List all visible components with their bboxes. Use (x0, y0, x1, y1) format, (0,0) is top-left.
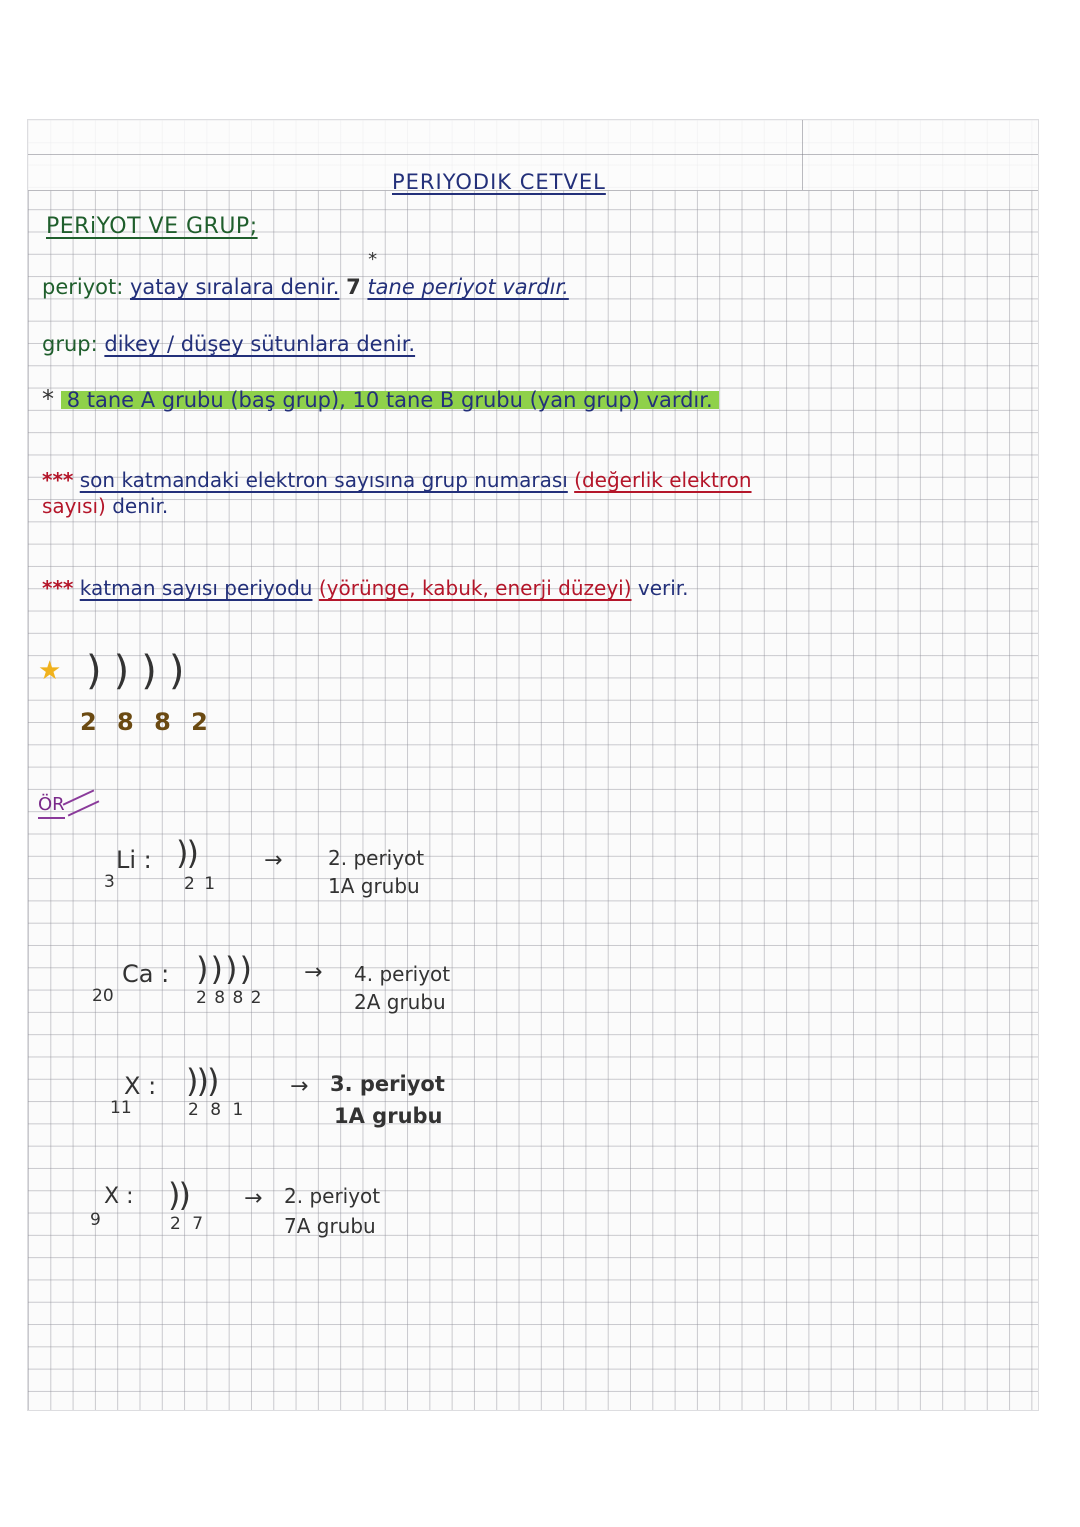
period-stars: *** (42, 576, 74, 600)
valence-red-text: (değerlik elektron (574, 468, 752, 492)
header-divider (802, 120, 803, 190)
valence-stars: *** (42, 468, 74, 492)
arrow-icon: → (244, 1186, 263, 1211)
star-icon: ★ (38, 656, 62, 686)
period-red-text: (yörünge, kabuk, enerji düzeyi) (318, 576, 632, 600)
period-text: katman sayısı periyodu (79, 576, 313, 600)
underline-mark (63, 789, 100, 816)
groups-text: 8 tane A grubu (baş grup), 10 tane B grubu (yan grup) vardır. (61, 388, 719, 412)
periyot-count-text: tane periyot vardır. (367, 275, 569, 299)
periyot-definition: yatay sıralara denir. (130, 275, 340, 299)
group-result: 2A grubu (354, 990, 446, 1014)
period-result: 2. periyot (284, 1184, 381, 1208)
period-result: 4. periyot (354, 962, 451, 986)
shells: ))) (186, 1062, 218, 1100)
groups-star: * (42, 385, 54, 413)
atomic-number: 20 (92, 986, 114, 1006)
electron-counts: 2 8 8 2 (196, 988, 263, 1008)
periyot-count-star: * (368, 249, 378, 270)
group-result: 1A grubu (328, 874, 420, 898)
periyot-count: * 7 (346, 249, 378, 299)
grup-term: grup: (42, 332, 98, 356)
element-symbol: Li : (116, 846, 152, 874)
valence-text: son katmandaki elektron sayısına grup numarası (79, 468, 568, 492)
element-symbol: X : (124, 1072, 157, 1100)
page-title: PERIYODIK CETVEL (392, 170, 606, 194)
arrow-icon: → (264, 848, 283, 873)
atomic-number: 3 (104, 872, 115, 892)
arrow-icon: → (290, 1074, 309, 1099)
period-result: 2. periyot (328, 846, 425, 870)
period-note (42, 576, 689, 600)
valence-red-cont: sayısı) (42, 494, 106, 518)
group-result: 7A grubu (284, 1214, 376, 1238)
section-heading: PERiYOT VE GRUP; (46, 214, 258, 239)
shells: )) (168, 1176, 189, 1214)
group-result: 1A grubu (334, 1104, 443, 1128)
shell-electron-counts: 2 8 8 2 (80, 708, 214, 736)
periyot-definition-line (42, 249, 569, 299)
periyot-term: periyot: (42, 275, 124, 299)
electron-counts: 2 7 (170, 1214, 207, 1234)
grup-definition: dikey / düşey sütunlara denir. (104, 332, 416, 356)
electron-counts: 2 1 (184, 874, 218, 894)
shells: )) (176, 834, 197, 872)
element-symbol: X : (104, 1184, 134, 1209)
atomic-number: 11 (110, 1098, 132, 1118)
period-end: verir. (637, 576, 689, 600)
valence-end: denir. (112, 494, 169, 518)
header-rule (28, 154, 1038, 155)
valence-note-cont (42, 494, 168, 518)
electron-counts: 2 8 1 (188, 1100, 247, 1120)
shells: )))) (196, 950, 254, 988)
example-label: ÖR (38, 794, 98, 815)
shell-diagram: )))) (86, 648, 197, 694)
atomic-number: 9 (90, 1210, 101, 1230)
arrow-icon: → (304, 960, 323, 985)
grup-definition-line (42, 332, 415, 356)
groups-line (42, 385, 719, 413)
valence-note (42, 468, 752, 492)
period-result: 3. periyot (330, 1072, 445, 1096)
element-symbol: Ca : (122, 960, 170, 988)
